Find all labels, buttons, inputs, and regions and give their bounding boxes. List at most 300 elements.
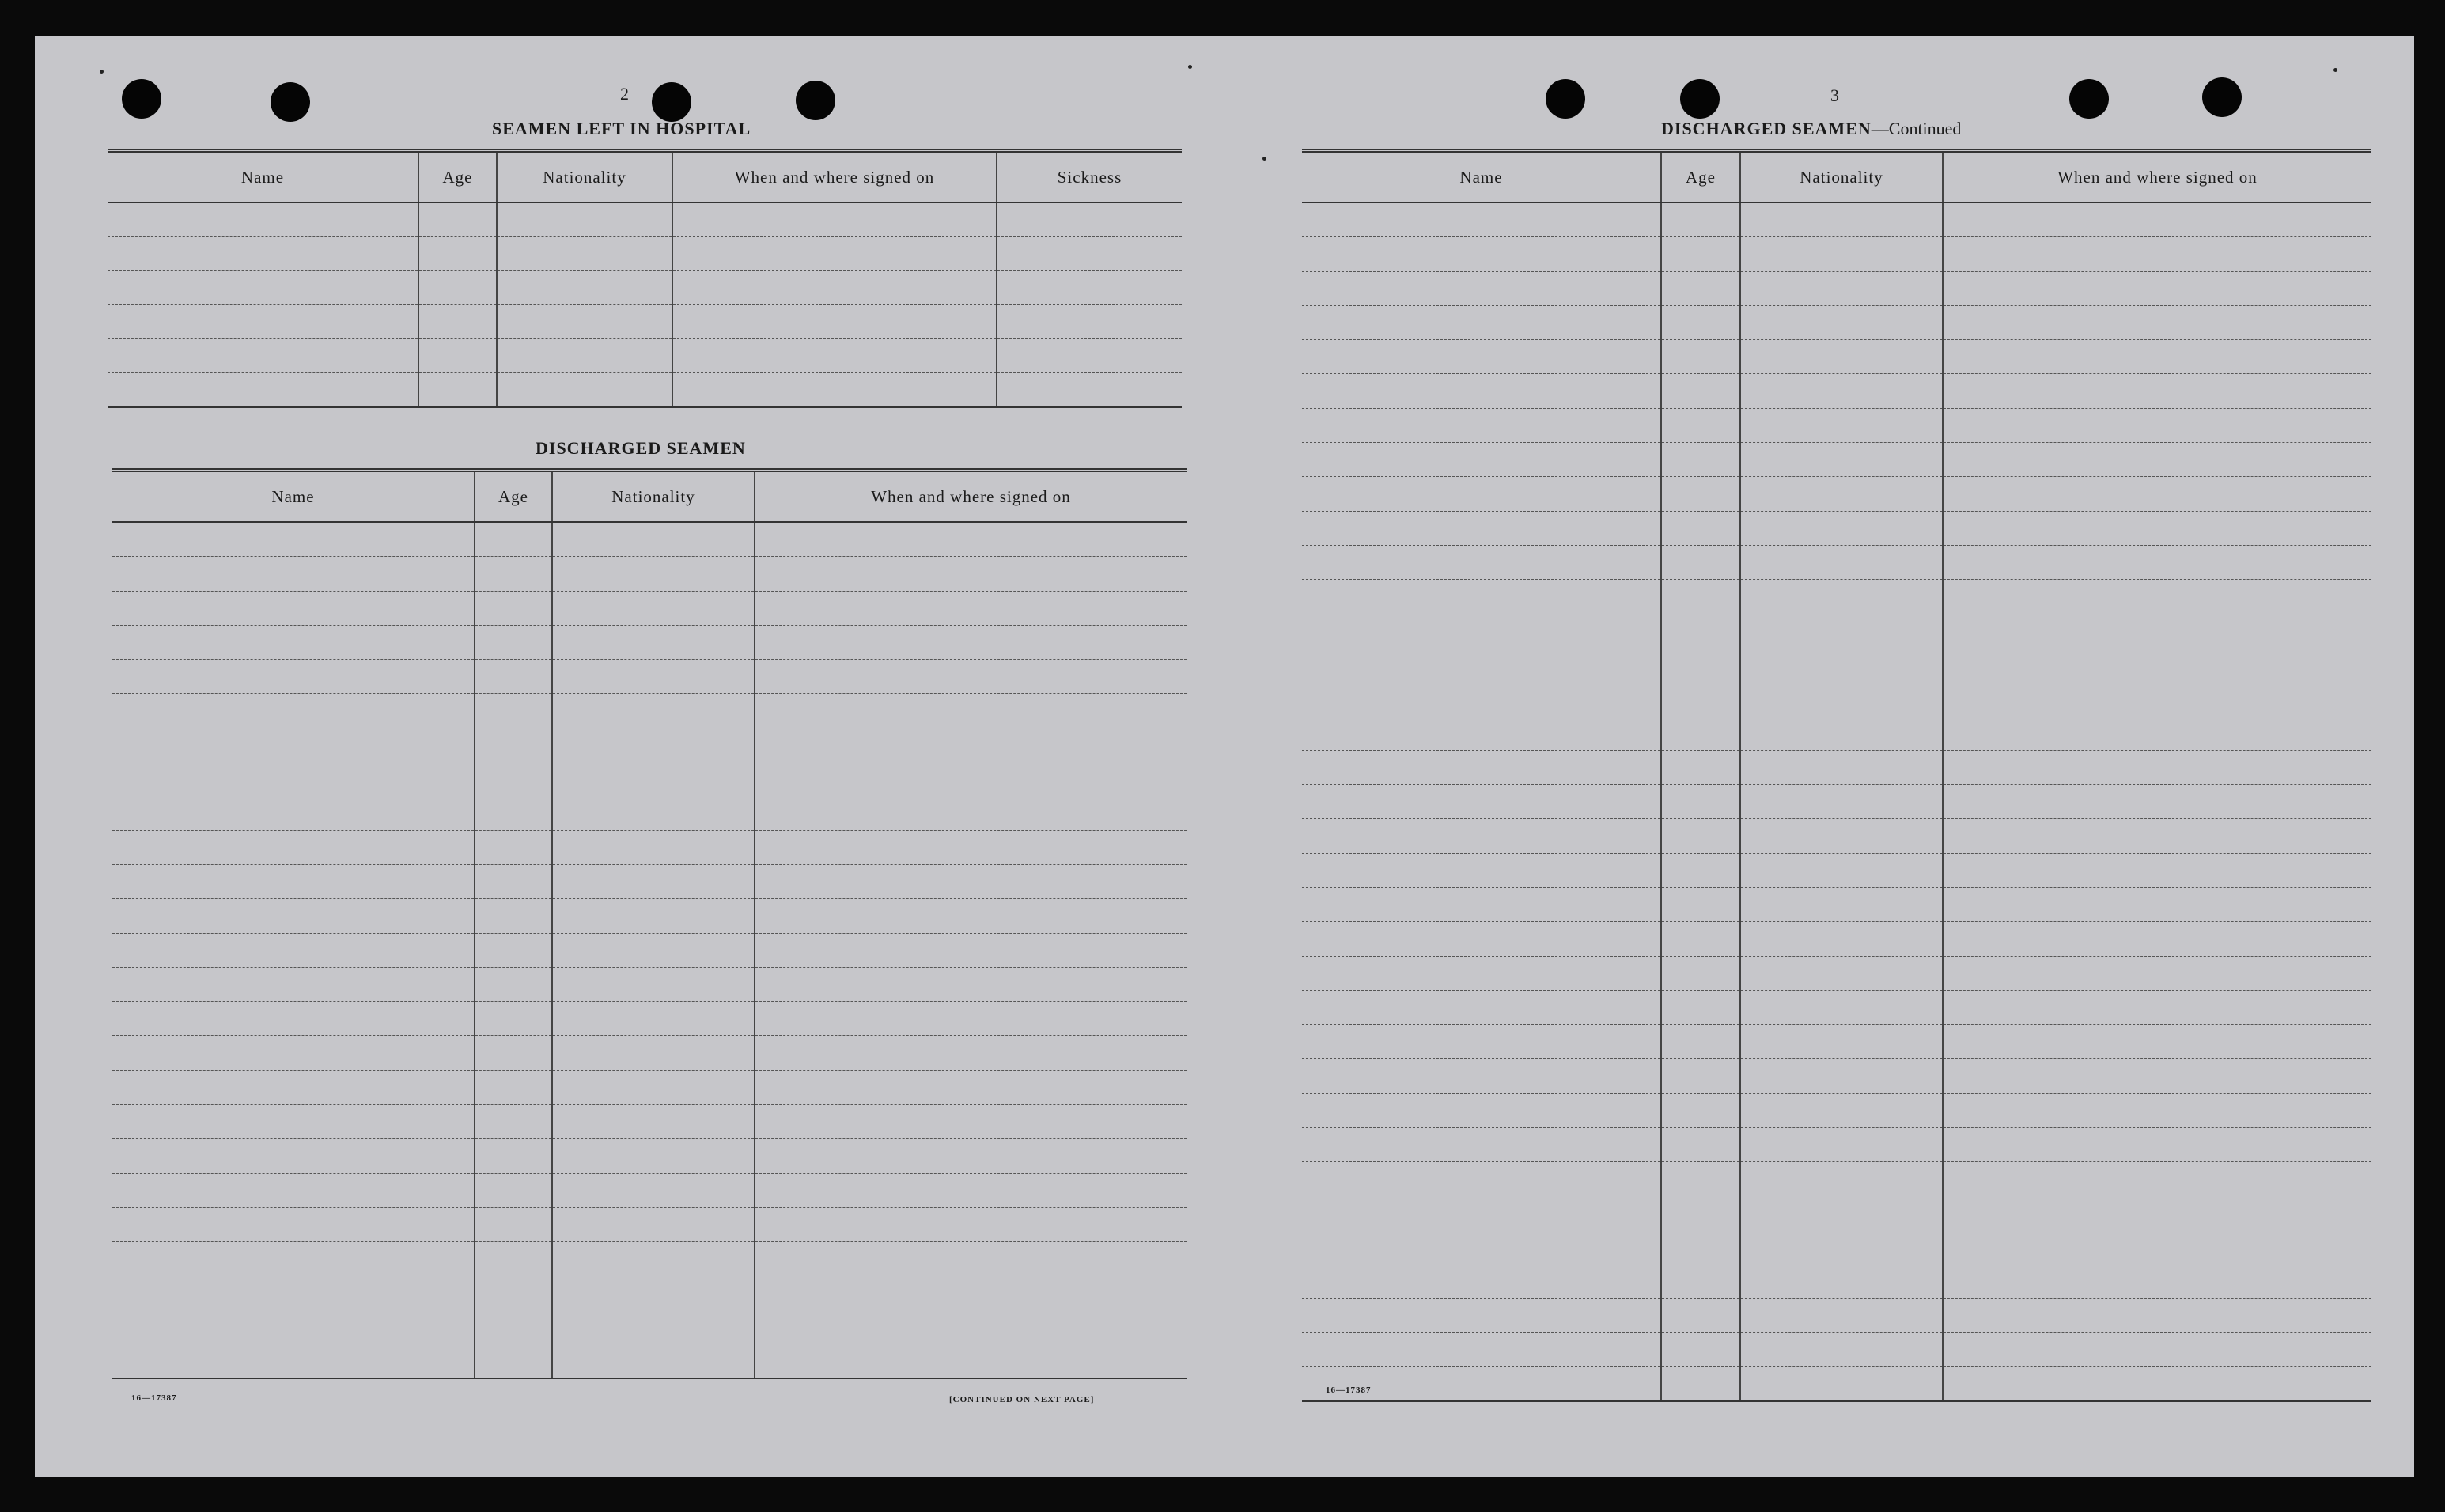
blank-entry-cell: [552, 728, 755, 762]
blank-entry-cell: [475, 1105, 552, 1139]
column-header-sickness: Sickness: [997, 151, 1182, 203]
blank-entry-row: [1302, 305, 2371, 339]
punch-hole: [652, 82, 691, 122]
blank-entry-row: [1302, 477, 2371, 511]
table-header-row: [108, 151, 1182, 203]
blank-entry-cell: [1661, 202, 1740, 237]
blank-entry-row: [112, 522, 1187, 557]
blank-entry-cell: [1740, 887, 1943, 921]
blank-entry-cell: [755, 1242, 1187, 1276]
blank-entry-cell: [1661, 511, 1740, 545]
blank-entry-cell: [112, 864, 475, 898]
blank-entry-cell: [552, 557, 755, 591]
blank-entry-cell: [1302, 1298, 1661, 1332]
form-number: 16—17387: [1326, 1385, 1372, 1395]
blank-entry-cell: [1943, 1367, 2371, 1402]
column-header-age: Age: [418, 151, 497, 203]
blank-entry-row: [1302, 408, 2371, 442]
blank-entry-cell: [1661, 1093, 1740, 1127]
blank-entry-cell: [1661, 819, 1740, 853]
blank-entry-cell: [112, 591, 475, 625]
blank-entry-cell: [1943, 545, 2371, 579]
hospital-section-title: SEAMEN LEFT IN HOSPITAL: [492, 119, 751, 138]
ink-speck: [2333, 68, 2337, 72]
blank-entry-cell: [1302, 682, 1661, 716]
blank-entry-cell: [112, 796, 475, 830]
blank-entry-cell: [672, 373, 997, 408]
blank-entry-cell: [1661, 990, 1740, 1024]
blank-entry-cell: [1943, 305, 2371, 339]
blank-entry-cell: [1302, 202, 1661, 237]
blank-entry-cell: [112, 557, 475, 591]
blank-entry-cell: [672, 339, 997, 373]
blank-entry-cell: [418, 237, 497, 271]
blank-entry-cell: [112, 1036, 475, 1070]
blank-entry-cell: [1943, 1025, 2371, 1059]
blank-entry-cell: [552, 522, 755, 557]
blank-entry-cell: [497, 305, 672, 339]
blank-entry-cell: [112, 1310, 475, 1344]
blank-entry-cell: [1302, 1059, 1661, 1093]
punch-hole: [1546, 79, 1585, 119]
blank-entry-row: [112, 1207, 1187, 1241]
blank-entry-cell: [475, 1173, 552, 1207]
column-header-nationality: Nationality: [497, 151, 672, 203]
blank-entry-cell: [1943, 237, 2371, 271]
blank-entry-row: [1302, 1162, 2371, 1196]
blank-entry-cell: [1740, 785, 1943, 819]
blank-entry-cell: [112, 933, 475, 967]
blank-entry-row: [1302, 443, 2371, 477]
blank-entry-cell: [108, 202, 418, 237]
blank-entry-cell: [755, 728, 1187, 762]
blank-entry-cell: [1943, 340, 2371, 374]
blank-entry-cell: [1740, 614, 1943, 648]
blank-entry-cell: [997, 202, 1182, 237]
blank-entry-cell: [1302, 648, 1661, 682]
blank-entry-cell: [108, 373, 418, 408]
discharged-continued-title: [1661, 119, 1961, 139]
blank-entry-cell: [552, 591, 755, 625]
blank-entry-cell: [552, 762, 755, 796]
blank-entry-cell: [552, 1070, 755, 1104]
blank-entry-row: [112, 591, 1187, 625]
blank-entry-cell: [1943, 202, 2371, 237]
blank-entry-cell: [1302, 956, 1661, 990]
blank-entry-cell: [1302, 511, 1661, 545]
blank-entry-cell: [552, 899, 755, 933]
blank-entry-cell: [112, 830, 475, 864]
blank-entry-cell: [1943, 922, 2371, 956]
blank-entry-row: [1302, 716, 2371, 750]
blank-entry-cell: [108, 271, 418, 305]
blank-entry-cell: [1302, 1025, 1661, 1059]
blank-entry-cell: [1943, 956, 2371, 990]
blank-entry-cell: [755, 1344, 1187, 1379]
blank-entry-row: [112, 796, 1187, 830]
blank-entry-row: [1302, 237, 2371, 271]
blank-entry-cell: [112, 694, 475, 728]
blank-entry-cell: [1661, 374, 1740, 408]
blank-entry-row: [1302, 271, 2371, 305]
blank-entry-cell: [112, 762, 475, 796]
blank-entry-cell: [112, 1173, 475, 1207]
blank-entry-cell: [1740, 819, 1943, 853]
blank-entry-row: [112, 1242, 1187, 1276]
blank-entry-row: [1302, 1093, 2371, 1127]
blank-entry-cell: [755, 522, 1187, 557]
hospital-table-body: [108, 202, 1182, 407]
blank-entry-cell: [755, 557, 1187, 591]
blank-entry-cell: [1740, 1298, 1943, 1332]
blank-entry-cell: [1661, 1230, 1740, 1264]
blank-entry-cell: [475, 1139, 552, 1173]
blank-entry-cell: [1661, 614, 1740, 648]
blank-entry-cell: [1943, 1162, 2371, 1196]
blank-entry-cell: [552, 660, 755, 694]
blank-entry-cell: [1943, 477, 2371, 511]
blank-entry-cell: [1302, 408, 1661, 442]
blank-entry-cell: [1302, 1162, 1661, 1196]
blank-entry-cell: [672, 202, 997, 237]
blank-entry-cell: [1943, 819, 2371, 853]
blank-entry-row: [1302, 1264, 2371, 1298]
discharged-seamen-table: [112, 468, 1187, 1379]
blank-entry-cell: [1943, 682, 2371, 716]
blank-entry-cell: [997, 271, 1182, 305]
blank-entry-cell: [1943, 1128, 2371, 1162]
blank-entry-row: [1302, 1298, 2371, 1332]
blank-entry-cell: [1740, 648, 1943, 682]
blank-entry-cell: [1302, 305, 1661, 339]
blank-entry-cell: [552, 796, 755, 830]
blank-entry-cell: [552, 1036, 755, 1070]
blank-entry-cell: [755, 1207, 1187, 1241]
blank-entry-cell: [755, 694, 1187, 728]
blank-entry-cell: [108, 339, 418, 373]
blank-entry-row: [112, 694, 1187, 728]
blank-entry-cell: [475, 830, 552, 864]
blank-entry-cell: [108, 237, 418, 271]
blank-entry-cell: [112, 967, 475, 1001]
blank-entry-row: [1302, 785, 2371, 819]
blank-entry-cell: [1740, 1162, 1943, 1196]
blank-entry-cell: [1302, 443, 1661, 477]
blank-entry-cell: [1740, 1367, 1943, 1402]
blank-entry-cell: [1302, 853, 1661, 887]
blank-entry-cell: [552, 1242, 755, 1276]
blank-entry-cell: [1740, 408, 1943, 442]
blank-entry-row: [1302, 1332, 2371, 1366]
blank-entry-cell: [1740, 1093, 1943, 1127]
blank-entry-cell: [497, 339, 672, 373]
blank-entry-cell: [1661, 1025, 1740, 1059]
blank-entry-cell: [1740, 237, 1943, 271]
blank-entry-cell: [1302, 1128, 1661, 1162]
blank-entry-cell: [755, 1070, 1187, 1104]
blank-entry-cell: [997, 339, 1182, 373]
blank-entry-cell: [497, 202, 672, 237]
blank-entry-cell: [108, 305, 418, 339]
blank-entry-cell: [1740, 853, 1943, 887]
blank-entry-cell: [1661, 1128, 1740, 1162]
discharged-continued-title-main: DISCHARGED SEAMEN: [1661, 119, 1872, 138]
blank-entry-cell: [1740, 545, 1943, 579]
blank-entry-cell: [1661, 271, 1740, 305]
blank-entry-cell: [112, 1139, 475, 1173]
blank-entry-cell: [475, 967, 552, 1001]
blank-entry-cell: [552, 625, 755, 659]
blank-entry-cell: [1661, 408, 1740, 442]
blank-entry-cell: [475, 694, 552, 728]
blank-entry-cell: [1943, 648, 2371, 682]
blank-entry-cell: [475, 1002, 552, 1036]
column-header-name: Name: [1302, 151, 1661, 203]
blank-entry-cell: [475, 1070, 552, 1104]
blank-entry-row: [108, 202, 1182, 237]
blank-entry-cell: [1943, 1332, 2371, 1366]
blank-entry-row: [112, 1344, 1187, 1379]
blank-entry-cell: [755, 967, 1187, 1001]
blank-entry-cell: [475, 1310, 552, 1344]
blank-entry-cell: [1661, 305, 1740, 339]
blank-entry-cell: [1740, 1059, 1943, 1093]
blank-entry-cell: [1661, 545, 1740, 579]
blank-entry-cell: [755, 1002, 1187, 1036]
blank-entry-cell: [1661, 580, 1740, 614]
blank-entry-cell: [755, 864, 1187, 898]
blank-entry-cell: [755, 660, 1187, 694]
blank-entry-row: [112, 899, 1187, 933]
blank-entry-cell: [1943, 614, 2371, 648]
blank-entry-row: [112, 933, 1187, 967]
blank-entry-cell: [1943, 785, 2371, 819]
column-header-age: Age: [1661, 151, 1740, 203]
blank-entry-cell: [475, 864, 552, 898]
blank-entry-cell: [1943, 750, 2371, 784]
blank-entry-cell: [1943, 1230, 2371, 1264]
blank-entry-cell: [1740, 1128, 1943, 1162]
blank-entry-cell: [1661, 853, 1740, 887]
blank-entry-cell: [1740, 1332, 1943, 1366]
blank-entry-cell: [1302, 374, 1661, 408]
blank-entry-cell: [475, 1242, 552, 1276]
blank-entry-row: [1302, 1059, 2371, 1093]
form-number: 16—17387: [131, 1393, 177, 1403]
blank-entry-row: [112, 728, 1187, 762]
blank-entry-cell: [1661, 1059, 1740, 1093]
blank-entry-cell: [1661, 785, 1740, 819]
blank-entry-cell: [552, 864, 755, 898]
blank-entry-cell: [1302, 237, 1661, 271]
blank-entry-cell: [672, 237, 997, 271]
blank-entry-cell: [1740, 1230, 1943, 1264]
blank-entry-row: [1302, 887, 2371, 921]
blank-entry-cell: [1943, 511, 2371, 545]
blank-entry-cell: [552, 967, 755, 1001]
blank-entry-cell: [1302, 716, 1661, 750]
blank-entry-cell: [418, 271, 497, 305]
blank-entry-row: [112, 1276, 1187, 1310]
continued-suffix: —Continued: [1871, 119, 1962, 138]
blank-entry-cell: [497, 271, 672, 305]
table-header-row: [112, 471, 1187, 523]
blank-entry-cell: [552, 1173, 755, 1207]
punch-hole: [271, 82, 310, 122]
blank-entry-cell: [1302, 887, 1661, 921]
blank-entry-cell: [1661, 340, 1740, 374]
blank-entry-row: [1302, 1025, 2371, 1059]
page-number: 2: [620, 84, 629, 104]
blank-entry-cell: [1943, 853, 2371, 887]
column-header-signed-on: When and where signed on: [1943, 151, 2371, 203]
blank-entry-cell: [418, 202, 497, 237]
punch-hole: [2069, 79, 2109, 119]
blank-entry-cell: [1740, 305, 1943, 339]
blank-entry-cell: [552, 1139, 755, 1173]
blank-entry-cell: [112, 1207, 475, 1241]
page-number: 3: [1830, 85, 1839, 105]
blank-entry-row: [1302, 1367, 2371, 1402]
blank-entry-row: [112, 1070, 1187, 1104]
blank-entry-cell: [1302, 580, 1661, 614]
blank-entry-row: [112, 625, 1187, 659]
blank-entry-cell: [1943, 1196, 2371, 1230]
blank-entry-cell: [1302, 1230, 1661, 1264]
blank-entry-cell: [552, 1310, 755, 1344]
blank-entry-cell: [475, 1207, 552, 1241]
blank-entry-cell: [755, 625, 1187, 659]
blank-entry-cell: [475, 796, 552, 830]
discharged-section-title: DISCHARGED SEAMEN: [536, 438, 746, 458]
blank-entry-cell: [475, 1344, 552, 1379]
blank-entry-cell: [552, 1105, 755, 1139]
discharged-seamen-continued-table: [1302, 149, 2371, 1402]
blank-entry-row: [112, 864, 1187, 898]
blank-entry-row: [108, 305, 1182, 339]
blank-entry-row: [112, 1002, 1187, 1036]
blank-entry-cell: [1740, 271, 1943, 305]
blank-entry-cell: [1661, 887, 1740, 921]
blank-entry-cell: [755, 1139, 1187, 1173]
column-header-nationality: Nationality: [552, 471, 755, 523]
blank-entry-row: [1302, 545, 2371, 579]
blank-entry-row: [112, 1105, 1187, 1139]
blank-entry-cell: [1661, 237, 1740, 271]
blank-entry-cell: [475, 522, 552, 557]
blank-entry-cell: [1302, 1264, 1661, 1298]
blank-entry-row: [108, 271, 1182, 305]
blank-entry-row: [1302, 614, 2371, 648]
blank-entry-cell: [1740, 580, 1943, 614]
column-header-age: Age: [475, 471, 552, 523]
blank-entry-cell: [552, 1276, 755, 1310]
blank-entry-row: [1302, 340, 2371, 374]
blank-entry-cell: [112, 1070, 475, 1104]
ink-speck: [100, 70, 104, 74]
blank-entry-cell: [1943, 374, 2371, 408]
blank-entry-row: [112, 660, 1187, 694]
blank-entry-cell: [112, 1105, 475, 1139]
blank-entry-row: [108, 339, 1182, 373]
blank-entry-cell: [1302, 1093, 1661, 1127]
blank-entry-cell: [112, 1276, 475, 1310]
blank-entry-cell: [1302, 785, 1661, 819]
blank-entry-row: [1302, 1128, 2371, 1162]
blank-entry-cell: [1661, 477, 1740, 511]
blank-entry-cell: [112, 1002, 475, 1036]
blank-entry-cell: [475, 625, 552, 659]
blank-entry-cell: [755, 796, 1187, 830]
blank-entry-row: [112, 1310, 1187, 1344]
blank-entry-cell: [997, 373, 1182, 408]
blank-entry-row: [108, 373, 1182, 408]
column-header-nationality: Nationality: [1740, 151, 1943, 203]
blank-entry-cell: [112, 522, 475, 557]
blank-entry-cell: [755, 1173, 1187, 1207]
blank-entry-row: [112, 967, 1187, 1001]
blank-entry-cell: [1302, 1332, 1661, 1366]
blank-entry-cell: [1740, 202, 1943, 237]
blank-entry-cell: [1740, 1196, 1943, 1230]
blank-entry-cell: [1943, 271, 2371, 305]
blank-entry-row: [1302, 819, 2371, 853]
blank-entry-row: [1302, 990, 2371, 1024]
blank-entry-cell: [1302, 990, 1661, 1024]
blank-entry-cell: [997, 237, 1182, 271]
blank-entry-cell: [755, 1036, 1187, 1070]
blank-entry-cell: [1661, 648, 1740, 682]
blank-entry-cell: [1661, 1196, 1740, 1230]
blank-entry-cell: [672, 305, 997, 339]
blank-entry-row: [112, 1036, 1187, 1070]
seamen-left-in-hospital-table: [108, 149, 1182, 408]
blank-entry-cell: [1661, 750, 1740, 784]
blank-entry-cell: [1740, 340, 1943, 374]
blank-entry-cell: [497, 237, 672, 271]
blank-entry-row: [1302, 1230, 2371, 1264]
blank-entry-cell: [1740, 682, 1943, 716]
blank-entry-cell: [112, 625, 475, 659]
blank-entry-cell: [1740, 1025, 1943, 1059]
blank-entry-cell: [112, 1242, 475, 1276]
blank-entry-row: [112, 762, 1187, 796]
blank-entry-cell: [1740, 990, 1943, 1024]
blank-entry-cell: [1943, 443, 2371, 477]
blank-entry-row: [112, 830, 1187, 864]
blank-entry-cell: [1302, 545, 1661, 579]
blank-entry-cell: [475, 1276, 552, 1310]
blank-entry-cell: [552, 1002, 755, 1036]
blank-entry-cell: [1661, 1162, 1740, 1196]
blank-entry-cell: [475, 728, 552, 762]
blank-entry-row: [1302, 853, 2371, 887]
blank-entry-cell: [1943, 1059, 2371, 1093]
column-header-name: Name: [108, 151, 418, 203]
blank-entry-cell: [755, 591, 1187, 625]
punch-hole: [796, 81, 835, 120]
blank-entry-cell: [1740, 1264, 1943, 1298]
blank-entry-row: [1302, 511, 2371, 545]
blank-entry-cell: [1943, 716, 2371, 750]
blank-entry-cell: [755, 762, 1187, 796]
blank-entry-cell: [112, 899, 475, 933]
ink-speck: [1262, 157, 1266, 161]
blank-entry-cell: [1661, 1367, 1740, 1402]
blank-entry-cell: [1661, 922, 1740, 956]
blank-entry-cell: [1740, 443, 1943, 477]
blank-entry-row: [1302, 750, 2371, 784]
